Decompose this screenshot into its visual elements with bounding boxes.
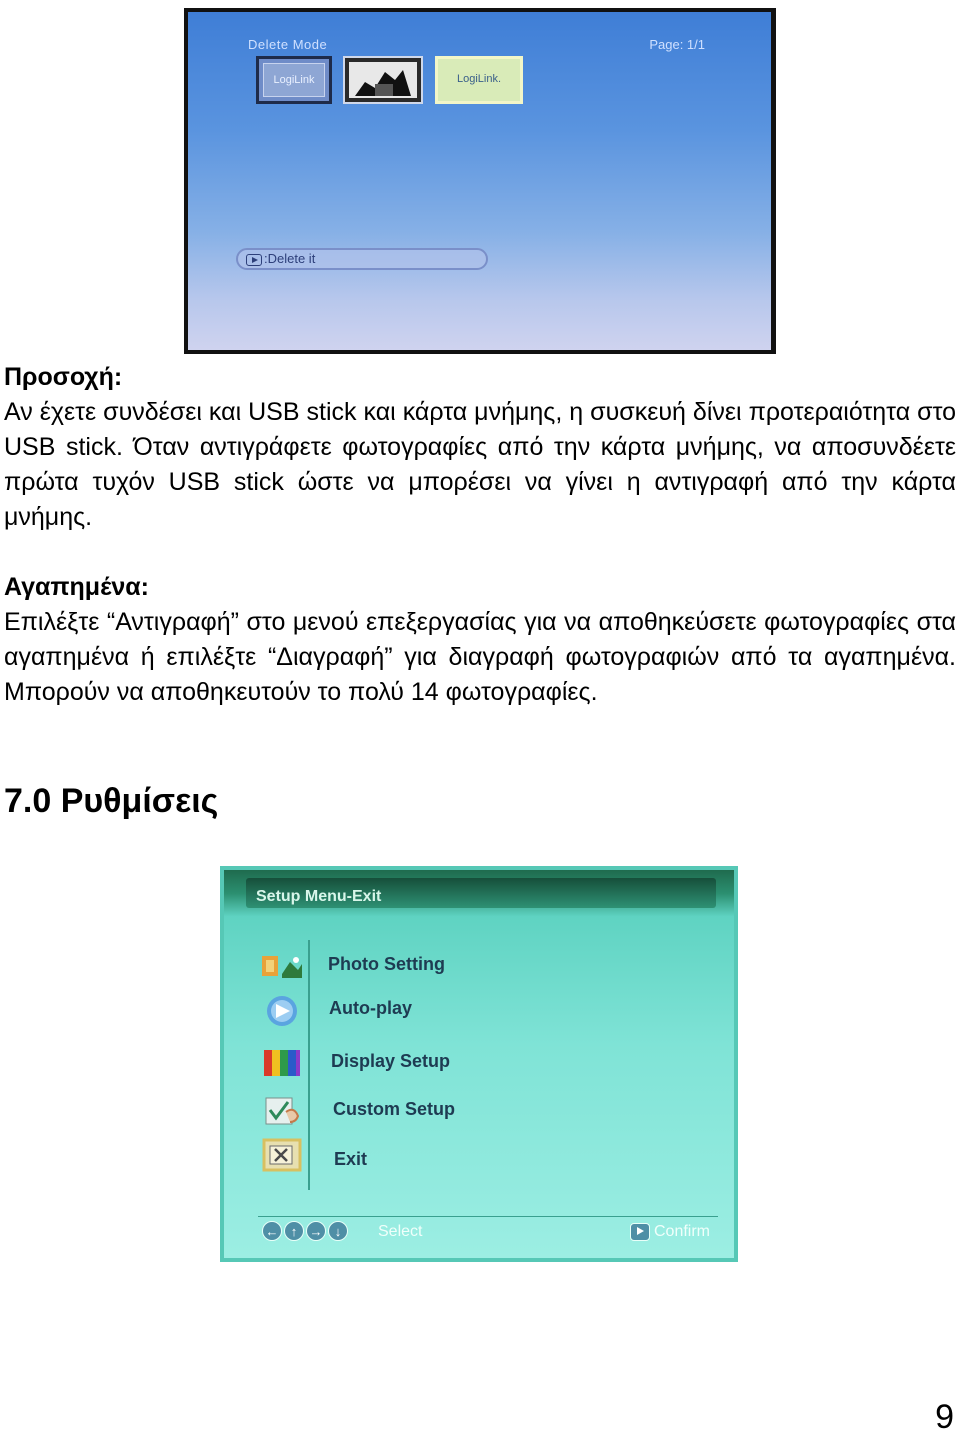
- menu-item-custom-setup[interactable]: Custom Setup: [333, 1099, 456, 1119]
- menu-item-display-setup[interactable]: Display Setup: [331, 1051, 451, 1071]
- section-title: 7.0 Ρυθμίσεις: [4, 782, 219, 820]
- menu-item-exit[interactable]: Exit: [334, 1149, 368, 1169]
- menu-divider: [308, 940, 310, 1190]
- display-setup-icon: [260, 1046, 304, 1080]
- play-button-icon: [246, 254, 262, 266]
- thumbnail-1[interactable]: [256, 56, 332, 104]
- right-arrow-icon: →: [306, 1221, 326, 1241]
- auto-play-icon: [260, 994, 304, 1028]
- caution-heading: Προσοχή:: [4, 363, 123, 391]
- exit-icon: [260, 1138, 304, 1172]
- menu-item-photo-setting[interactable]: Photo Setting: [328, 954, 445, 974]
- delete-hint: [236, 248, 488, 270]
- thumbnail-2[interactable]: [343, 56, 423, 104]
- favorites-heading: Αγαπημένα:: [4, 573, 149, 601]
- select-hint: Select: [378, 1223, 423, 1240]
- favorites-text: Επιλέξτε “Αντιγραφή” στο μενού επεξεργασίας για να αποθηκεύσετε φωτογραφίες στα αγαπημένα ή επιλέξτε “Διαγραφή” για διαγραφή φωτογραφιών από τα αγαπημένα. Μπορούν να αποθηκευτούν το πολύ 14 φωτογραφίες.: [4, 608, 956, 706]
- page-number: 9: [935, 1398, 954, 1436]
- confirm-icon: [630, 1223, 650, 1241]
- caution-text: Αν έχετε συνδέσει και USB stick και κάρτα μνήμης, η συσκευή δίνει προτεραιότητα στο USB stick. Όταν αντιγράφετε φωτογραφίες από την κάρτα μνήμης, να αποσυνδέετε πρώτα τυχόν USB stick ώστε να μπορέσει να γίνει η αντιγραφή από την κάρτα μνήμης.: [4, 398, 956, 531]
- menu-item-auto-play[interactable]: Auto-play: [329, 998, 412, 1018]
- nav-buttons: [262, 1221, 350, 1241]
- delete-mode-screenshot: [184, 8, 776, 354]
- setup-menu-screen: [224, 870, 734, 1258]
- thumbnail-3[interactable]: [435, 56, 523, 104]
- setup-menu-screenshot: [220, 866, 738, 1262]
- setup-footer: [258, 1216, 718, 1243]
- photo-thumbnail-image: [345, 58, 421, 102]
- custom-setup-icon: [260, 1094, 304, 1128]
- thumbnail-1-logo: LogiLink: [273, 74, 315, 86]
- delete-hint-label: :Delete it: [264, 251, 316, 266]
- up-arrow-icon: ↑: [284, 1221, 304, 1241]
- favorites-section: [4, 570, 956, 710]
- thumbnail-3-logo: LogiLink.: [456, 73, 502, 85]
- left-arrow-icon: ←: [262, 1221, 282, 1241]
- down-arrow-icon: ↓: [328, 1221, 348, 1241]
- setup-menu-title: Setup Menu-Exit: [256, 888, 382, 905]
- photo-setting-icon: [260, 950, 304, 984]
- caution-section: [4, 360, 956, 535]
- page-indicator: Page: 1/1: [649, 37, 705, 52]
- delete-mode-screen: [188, 12, 771, 350]
- confirm-label: Confirm: [653, 1223, 710, 1241]
- delete-mode-title: Delete Mode: [248, 37, 328, 52]
- confirm-hint: [630, 1223, 710, 1241]
